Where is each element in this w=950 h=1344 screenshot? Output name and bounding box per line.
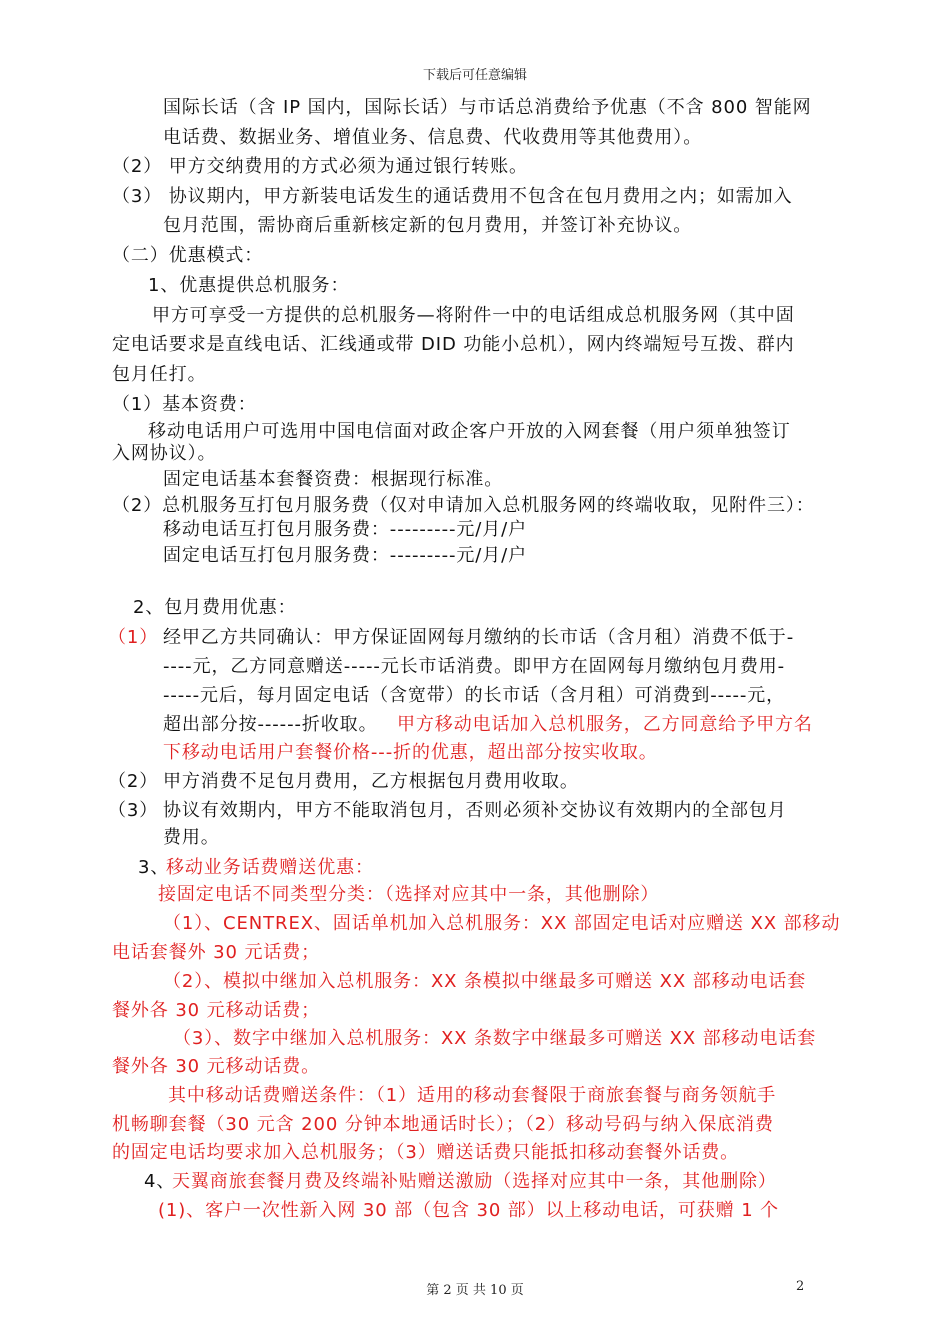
section-heading: （二）优惠模式： — [112, 245, 264, 266]
text-line: 国际长话（含 IP 国内，国际长话）与市话总消费给予优惠（不含 800 智能网 — [163, 97, 812, 118]
text-line: 电话费、数据业务、增值业务、信息费、代收费用等其他费用）。 — [163, 127, 703, 148]
text-line: 甲方可享受一方提供的总机服务—将附件一中的电话组成总机服务网（其中固 — [152, 305, 795, 326]
list-marker: （2） — [108, 771, 159, 792]
text-line: ----元，乙方同意赠送-----元长市话消费。即甲方在固网每月缴纳包月费用- — [163, 656, 786, 677]
text-line: 移动电话互打包月服务费：---------元/月/户 — [163, 519, 527, 540]
highlighted-text: 接固定电话不同类型分类：（选择对应其中一条，其他删除） — [158, 884, 660, 905]
highlighted-text: （2）、模拟中继加入总机服务：XX 条模拟中继最多可赠送 XX 部移动电话套 — [163, 971, 807, 992]
text-line: （3） 协议期内，甲方新装电话发生的通话费用不包含在包月费用之内；如需加入 — [112, 186, 793, 207]
text-line: 定电话要求是直线电话、汇线通或带 DID 功能小总机），网内终端短号互拨、群内 — [112, 334, 795, 355]
highlighted-text: (1)、客户一次性新入网 30 部（包含 30 部）以上移动电话，可获赠 1 个 — [158, 1200, 780, 1221]
subsection-heading: 2、包月费用优惠： — [133, 597, 297, 618]
subsection-heading: 天翼商旅套餐月费及终端补贴赠送激励（选择对应其中一条，其他删除） — [172, 1171, 777, 1192]
highlighted-text: 机畅聊套餐（30 元含 200 分钟本地通话时长）；（2）移动号码与纳入保底消费 — [112, 1114, 774, 1135]
text-line: 费用。 — [163, 827, 220, 848]
highlighted-text: 甲方移动电话加入总机服务，乙方同意给予甲方名 — [397, 714, 813, 735]
highlighted-text: 餐外各 30 元移动话费； — [112, 1000, 321, 1021]
text-line: 入网协议）。 — [112, 443, 217, 464]
subsection-heading: 1、优惠提供总机服务： — [148, 275, 350, 296]
highlighted-text: （1）、CENTREX、固话单机加入总机服务：XX 部固定电话对应赠送 XX 部移动 — [163, 913, 841, 934]
text-line: （1）基本资费： — [112, 394, 257, 415]
highlighted-text: 电话套餐外 30 元话费； — [112, 942, 321, 963]
text-line: 经甲乙方共同确认：甲方保证固网每月缴纳的长市话（含月租）消费不低于- — [163, 627, 795, 648]
text-line: 包月任打。 — [112, 364, 207, 385]
text-line: 移动电话用户可选用中国电信面对政企客户开放的入网套餐（用户须单独签订 — [148, 421, 791, 442]
page-header: 下载后可任意编辑 — [422, 68, 527, 83]
text-line: -----元后，每月固定电话（含宽带）的长市话（含月租）可消费到-----元， — [163, 685, 786, 706]
highlighted-text: 其中移动话费赠送条件：（1）适用的移动套餐限于商旅套餐与商务领航手 — [168, 1085, 777, 1106]
text-line: （2） 甲方交纳费用的方式必须为通过银行转账。 — [112, 156, 528, 177]
text-line: 固定电话基本套餐资费：根据现行标准。 — [163, 469, 504, 490]
text-line: （2）总机服务互打包月服务费（仅对申请加入总机服务网的终端收取，见附件三）： — [112, 495, 815, 516]
highlighted-text: 的固定电话均要求加入总机服务；（3）赠送话费只能抵扣移动套餐外话费。 — [112, 1142, 740, 1163]
highlighted-text: （3）、数字中继加入总机服务：XX 条数字中继最多可赠送 XX 部移动电话套 — [173, 1028, 817, 1049]
text-line: 甲方消费不足包月费用，乙方根据包月费用收取。 — [163, 771, 579, 792]
page-number: 2 — [796, 1279, 805, 1294]
list-marker: （1） — [108, 627, 159, 648]
page-footer: 第 2 页 共 10 页 — [426, 1283, 524, 1298]
text-line: 协议有效期内，甲方不能取消包月，否则必须补交协议有效期内的全部包月 — [163, 800, 787, 821]
subsection-heading: 移动业务话费赠送优惠： — [166, 857, 374, 878]
subsection-number: 3、 — [138, 857, 170, 878]
highlighted-text: 餐外各 30 元移动话费。 — [112, 1056, 321, 1077]
subsection-number: 4、 — [144, 1171, 176, 1192]
text-line: 包月范围，需协商后重新核定新的包月费用，并签订补充协议。 — [163, 215, 693, 236]
text-line: 超出部分按------折收取。 — [163, 714, 378, 735]
list-marker: （3） — [108, 800, 159, 821]
text-line: 固定电话互打包月服务费：---------元/月/户 — [163, 545, 527, 566]
highlighted-text: 下移动电话用户套餐价格---折的优惠，超出部分按实收取。 — [163, 742, 658, 763]
